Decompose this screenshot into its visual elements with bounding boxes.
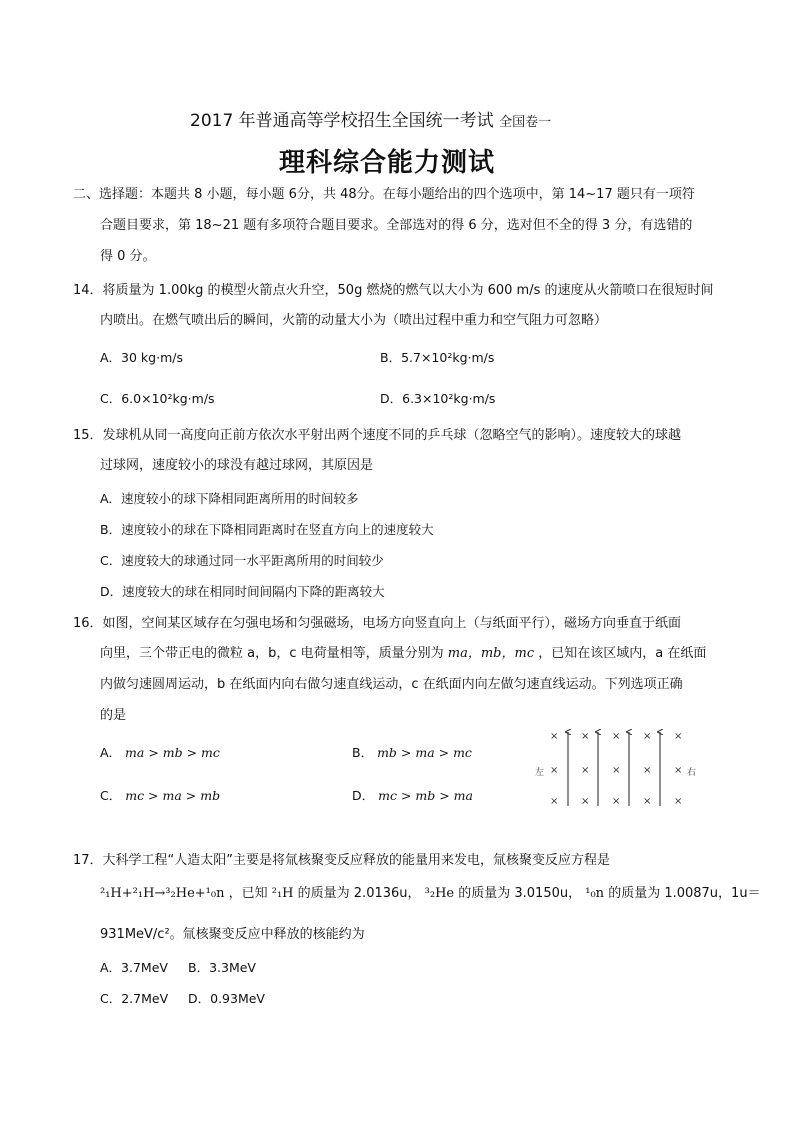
cross-mark: × [643,765,652,776]
q17-stem-line2-c: 的质量为 3.0150u， [458,886,582,901]
q17-option-c: C．2.7MeV [100,991,169,1006]
q17-stem-line1: 17．大科学工程“人造太阳”主要是将氚核聚变反应释放的能量用来发电，氚核聚变反应方程是 [73,853,611,868]
q14-option-d: D．6.3×10²kg·m/s [380,391,496,406]
q14-option-c: C．6.0×10²kg·m/s [100,391,215,406]
exam-title [190,106,551,131]
q15-option-a: A．速度较小的球下降相同距离所用的时间较多 [100,491,359,506]
q17-option-a: A．3.7MeV [100,960,168,975]
q16-option-a-expr: ma > mb > mc [125,745,220,760]
cross-mark: × [612,731,621,742]
cross-mark: × [674,796,683,807]
cross-mark: × [612,765,621,776]
q16-stem-line2 [100,645,706,663]
cross-mark: × [550,731,559,742]
q17-option-b: B．3.3MeV [188,960,256,975]
q15-option-b: B．速度较小的球在下降相同距离时在竖直方向上的速度较大 [100,522,434,537]
q17-stem-line2-d: 的质量为 1.0087u，1u＝ [608,886,761,901]
cross-mark: × [674,731,683,742]
exam-title-main: 2017 年普通高等学校招生全国统一考试 [190,111,494,131]
q17-equation: ²₁H+²₁H→³₂He+¹₀n [100,886,225,901]
q15-option-d: D．速度较大的球在相同时间间隔内下降的距离较大 [100,584,385,599]
q16-option-a [100,743,220,761]
cross-mark: × [612,796,621,807]
q17-stem-line2-a: ，已知 [228,886,268,901]
magnetic-field-crosses [535,731,696,807]
q16-stem-line1: 16．如图，空间某区域存在匀强电场和匀强磁场，电场方向竖直向上（与纸面平行），磁场方向垂直于纸面 [73,616,682,631]
cross-mark: × [550,796,559,807]
cross-mark: × [581,765,590,776]
exam-title-suffix: 全国卷一 [499,115,552,130]
q16-option-c-expr: mc > ma > mb [125,788,221,803]
neutron-symbol: ¹₀n [585,886,605,901]
cross-mark: × [581,796,590,807]
section-instructions-line1: 二、选择题：本题共 8 小题，每小题 6分，共 48分。在每小题给出的四个选项中，第 14~17 题只有一项符 [73,187,695,202]
q14-option-b: B．5.7×10²kg·m/s [380,350,495,365]
right-label: 右 [687,768,697,778]
q16-option-b [352,743,472,761]
field-diagram [530,726,720,810]
q15-stem-line2: 过球网，速度较小的球没有越过球网，其原因是 [100,458,374,473]
q16-stem-line3: 内做匀速圆周运动，b 在纸面内向右做匀速直线运动，c 在纸面内向左做匀速直线运动。下列选项正确 [100,677,683,692]
q15-option-c: C．速度较大的球通过同一水平距离所用的时间较少 [100,553,384,568]
left-label: 左 [535,768,545,778]
q16-option-d-expr: mc > mb > ma [378,788,473,803]
q17-stem-line2-b: 的质量为 2.0136u， [297,886,421,901]
q16-option-b-label: B． [352,745,374,760]
q17-stem-line3: 931MeV/c²。氚核聚变反应中释放的核能约为 [100,927,365,942]
q17-stem-line2 [100,885,761,903]
q17-option-d: D．0.93MeV [188,991,265,1006]
q14-stem-line1: 14．将质量为 1.00kg 的模型火箭点火升空，50g 燃烧的燃气以大小为 600 m/s 的速度从火箭喷口在很短时间 [73,283,714,298]
q16-option-b-expr: mb > ma > mc [377,745,472,760]
q16-option-c [100,786,220,804]
q16-stem-line2-b: ，已知在该区域内，a 在纸面 [538,646,707,661]
section-instructions-line3: 得 0 分。 [100,249,156,264]
q16-option-d-label: D． [352,788,375,803]
q16-masses: ma，mb，mc [447,646,535,661]
q15-stem-line1: 15．发球机从同一高度向正前方依次水平射出两个速度不同的乒乓球（忽略空气的影响）。速度较大的球越 [73,428,682,443]
q16-option-c-label: C． [100,788,122,803]
q16-stem-line4: 的是 [100,708,127,723]
cross-mark: × [581,731,590,742]
q16-option-a-label: A． [100,745,122,760]
deuteron-symbol: ²₁H [271,886,294,901]
section-instructions-line2: 合题目要求，第 18~21 题有多项符合题目要求。全部选对的得 6 分，选对但不全的得 3 分，有选错的 [100,218,693,233]
q14-stem-line2: 内喷出。在燃气喷出后的瞬间，火箭的动量大小为（喷出过程中重力和空气阻力可忽略） [100,313,608,328]
q16-option-d [352,786,473,804]
helium3-symbol: ³₂He [424,886,455,901]
cross-mark: × [643,731,652,742]
q14-option-a: A．30 kg·m/s [100,350,183,365]
cross-mark: × [550,765,559,776]
cross-mark: × [674,765,683,776]
cross-mark: × [643,796,652,807]
paper-title: 理科综合能力测试 [279,148,496,178]
q16-stem-line2-a: 向里，三个带正电的微粒 a，b，c 电荷量相等，质量分别为 [100,646,448,661]
